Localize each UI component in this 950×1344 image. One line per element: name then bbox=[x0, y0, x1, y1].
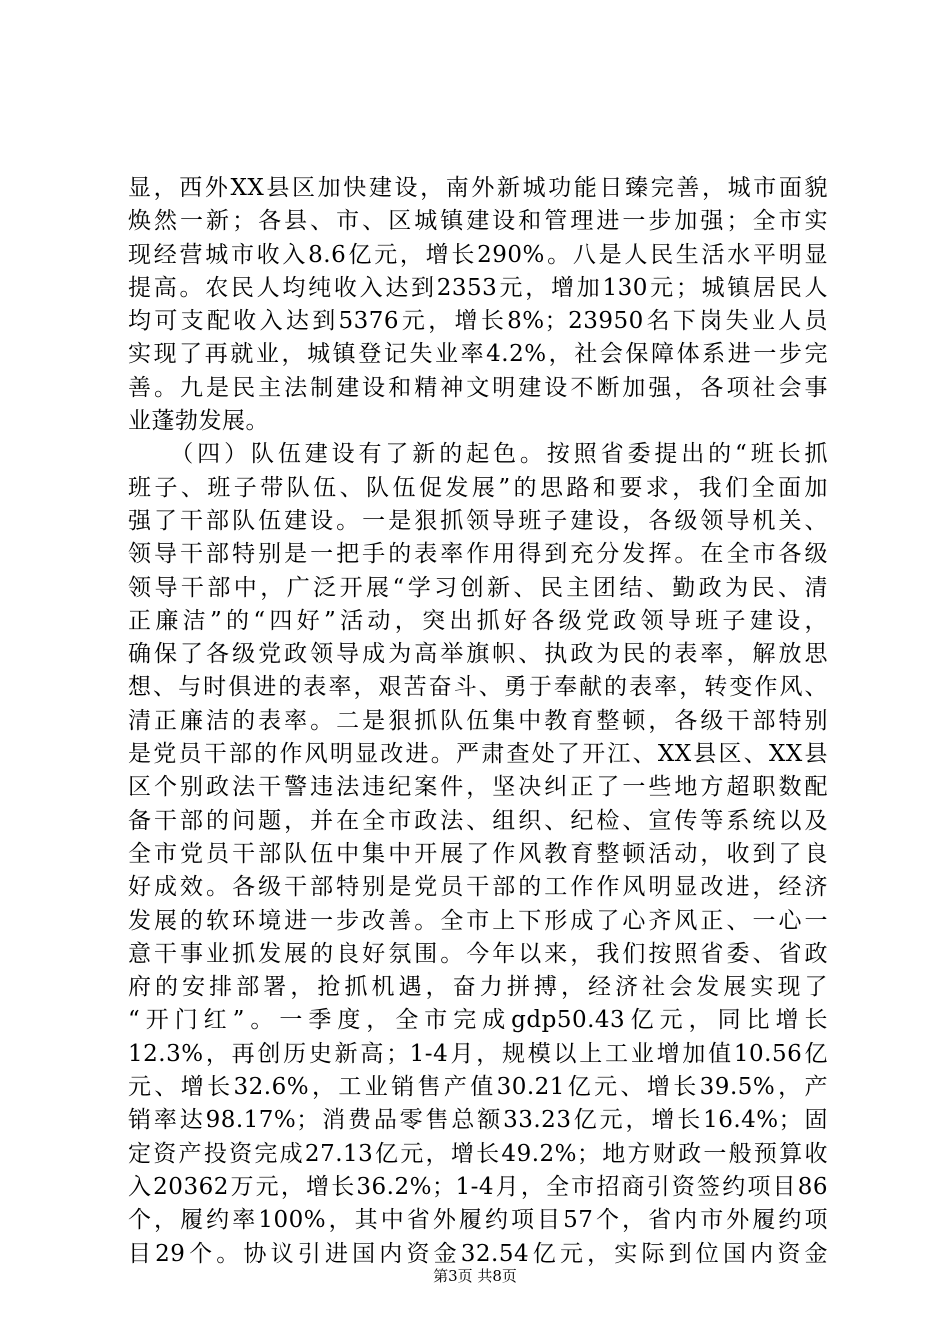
text-line: 焕然一新；各县、市、区城镇建设和管理进一步加强；全市实 bbox=[128, 208, 828, 235]
text-line: 元、增长32.6%，工业销售产值30.21亿元、增长39.5%，产 bbox=[128, 1074, 828, 1101]
text-line: 领导干部中，广泛开展“学习创新、民主团结、勤政为民、清 bbox=[128, 574, 828, 601]
text-line: 区个别政法干警违法违纪案件，坚决纠正了一些地方超职数配 bbox=[128, 774, 828, 801]
text-line: 意干事业抓发展的良好氛围。今年以来，我们按照省委、省政 bbox=[128, 940, 828, 967]
text-line: 提高。农民人均纯收入达到2353元，增加130元；城镇居民人 bbox=[128, 274, 828, 301]
text-line: 业蓬勃发展。 bbox=[128, 408, 269, 435]
text-line: 领导干部特别是一把手的表率作用得到充分发挥。在全市各级 bbox=[128, 541, 828, 568]
text-line: 是党员干部的作风明显改进。严肃查处了开江、XX县区、XX县 bbox=[128, 741, 828, 768]
document-body bbox=[128, 172, 828, 1271]
page-number-footer: 第3页 共8页 bbox=[433, 1267, 517, 1285]
text-line: 班子、班子带队伍、队伍促发展”的思路和要求，我们全面加 bbox=[128, 474, 828, 501]
text-line: 均可支配收入达到5376元，增长8%；23950名下岗失业人员 bbox=[128, 308, 828, 335]
text-line: 销率达98.17%；消费品零售总额33.23亿元，增长16.4%；固 bbox=[128, 1107, 828, 1134]
text-line: 显，西外XX县区加快建设，南外新城功能日臻完善，城市面貌 bbox=[128, 175, 828, 201]
text-line: 入20362万元，增长36.2%；1-4月，全市招商引资签约项目86 bbox=[128, 1173, 828, 1200]
text-line: 备干部的问题，并在全市政法、组织、纪检、宣传等系统以及 bbox=[128, 807, 828, 834]
text-line: 目29个。协议引进国内资金32.54亿元，实际到位国内资金 bbox=[128, 1240, 828, 1267]
text-line: 想、与时俱进的表率，艰苦奋斗、勇于奉献的表率，转变作风、 bbox=[128, 674, 828, 701]
text-line: 发展的软环境进一步改善。全市上下形成了心齐风正、一心一 bbox=[128, 907, 828, 934]
text-line: 强了干部队伍建设。一是狠抓领导班子建设，各级领导机关、 bbox=[128, 507, 828, 534]
text-line: 全市党员干部队伍中集中开展了作风教育整顿活动，收到了良 bbox=[128, 840, 828, 867]
text-line: 善。九是民主法制建设和精神文明建设不断加强，各项社会事 bbox=[128, 374, 828, 401]
text-line: 正廉洁”的“四好”活动，突出抓好各级党政领导班子建设， bbox=[128, 607, 828, 634]
text-line: 个，履约率100%，其中省外履约项目57个，省内市外履约项 bbox=[128, 1207, 828, 1234]
text-line: 定资产投资完成27.13亿元，增长49.2%；地方财政一般预算收 bbox=[128, 1140, 828, 1167]
text-line: 好成效。各级干部特别是党员干部的工作作风明显改进，经济 bbox=[128, 874, 828, 901]
text-line: 12.3%，再创历史新高；1-4月，规模以上工业增加值10.56亿 bbox=[128, 1040, 828, 1067]
text-line: “开门红”。一季度，全市完成gdp50.43亿元，同比增长 bbox=[128, 1007, 828, 1034]
text-line: 实现了再就业，城镇登记失业率4.2%，社会保障体系进一步完 bbox=[128, 341, 828, 368]
text-line: 确保了各级党政领导成为高举旗帜、执政为民的表率，解放思 bbox=[128, 641, 828, 668]
text-line: 府的安排部署，抢抓机遇，奋力拼搏，经济社会发展实现了 bbox=[128, 974, 828, 1001]
text-line: （四）队伍建设有了新的起色。按照省委提出的“班长抓 bbox=[128, 441, 828, 468]
text-line: 现经营城市收入8.6亿元，增长290%。八是人民生活水平明显 bbox=[128, 241, 828, 268]
text-line: 清正廉洁的表率。二是狠抓队伍集中教育整顿，各级干部特别 bbox=[128, 707, 828, 734]
